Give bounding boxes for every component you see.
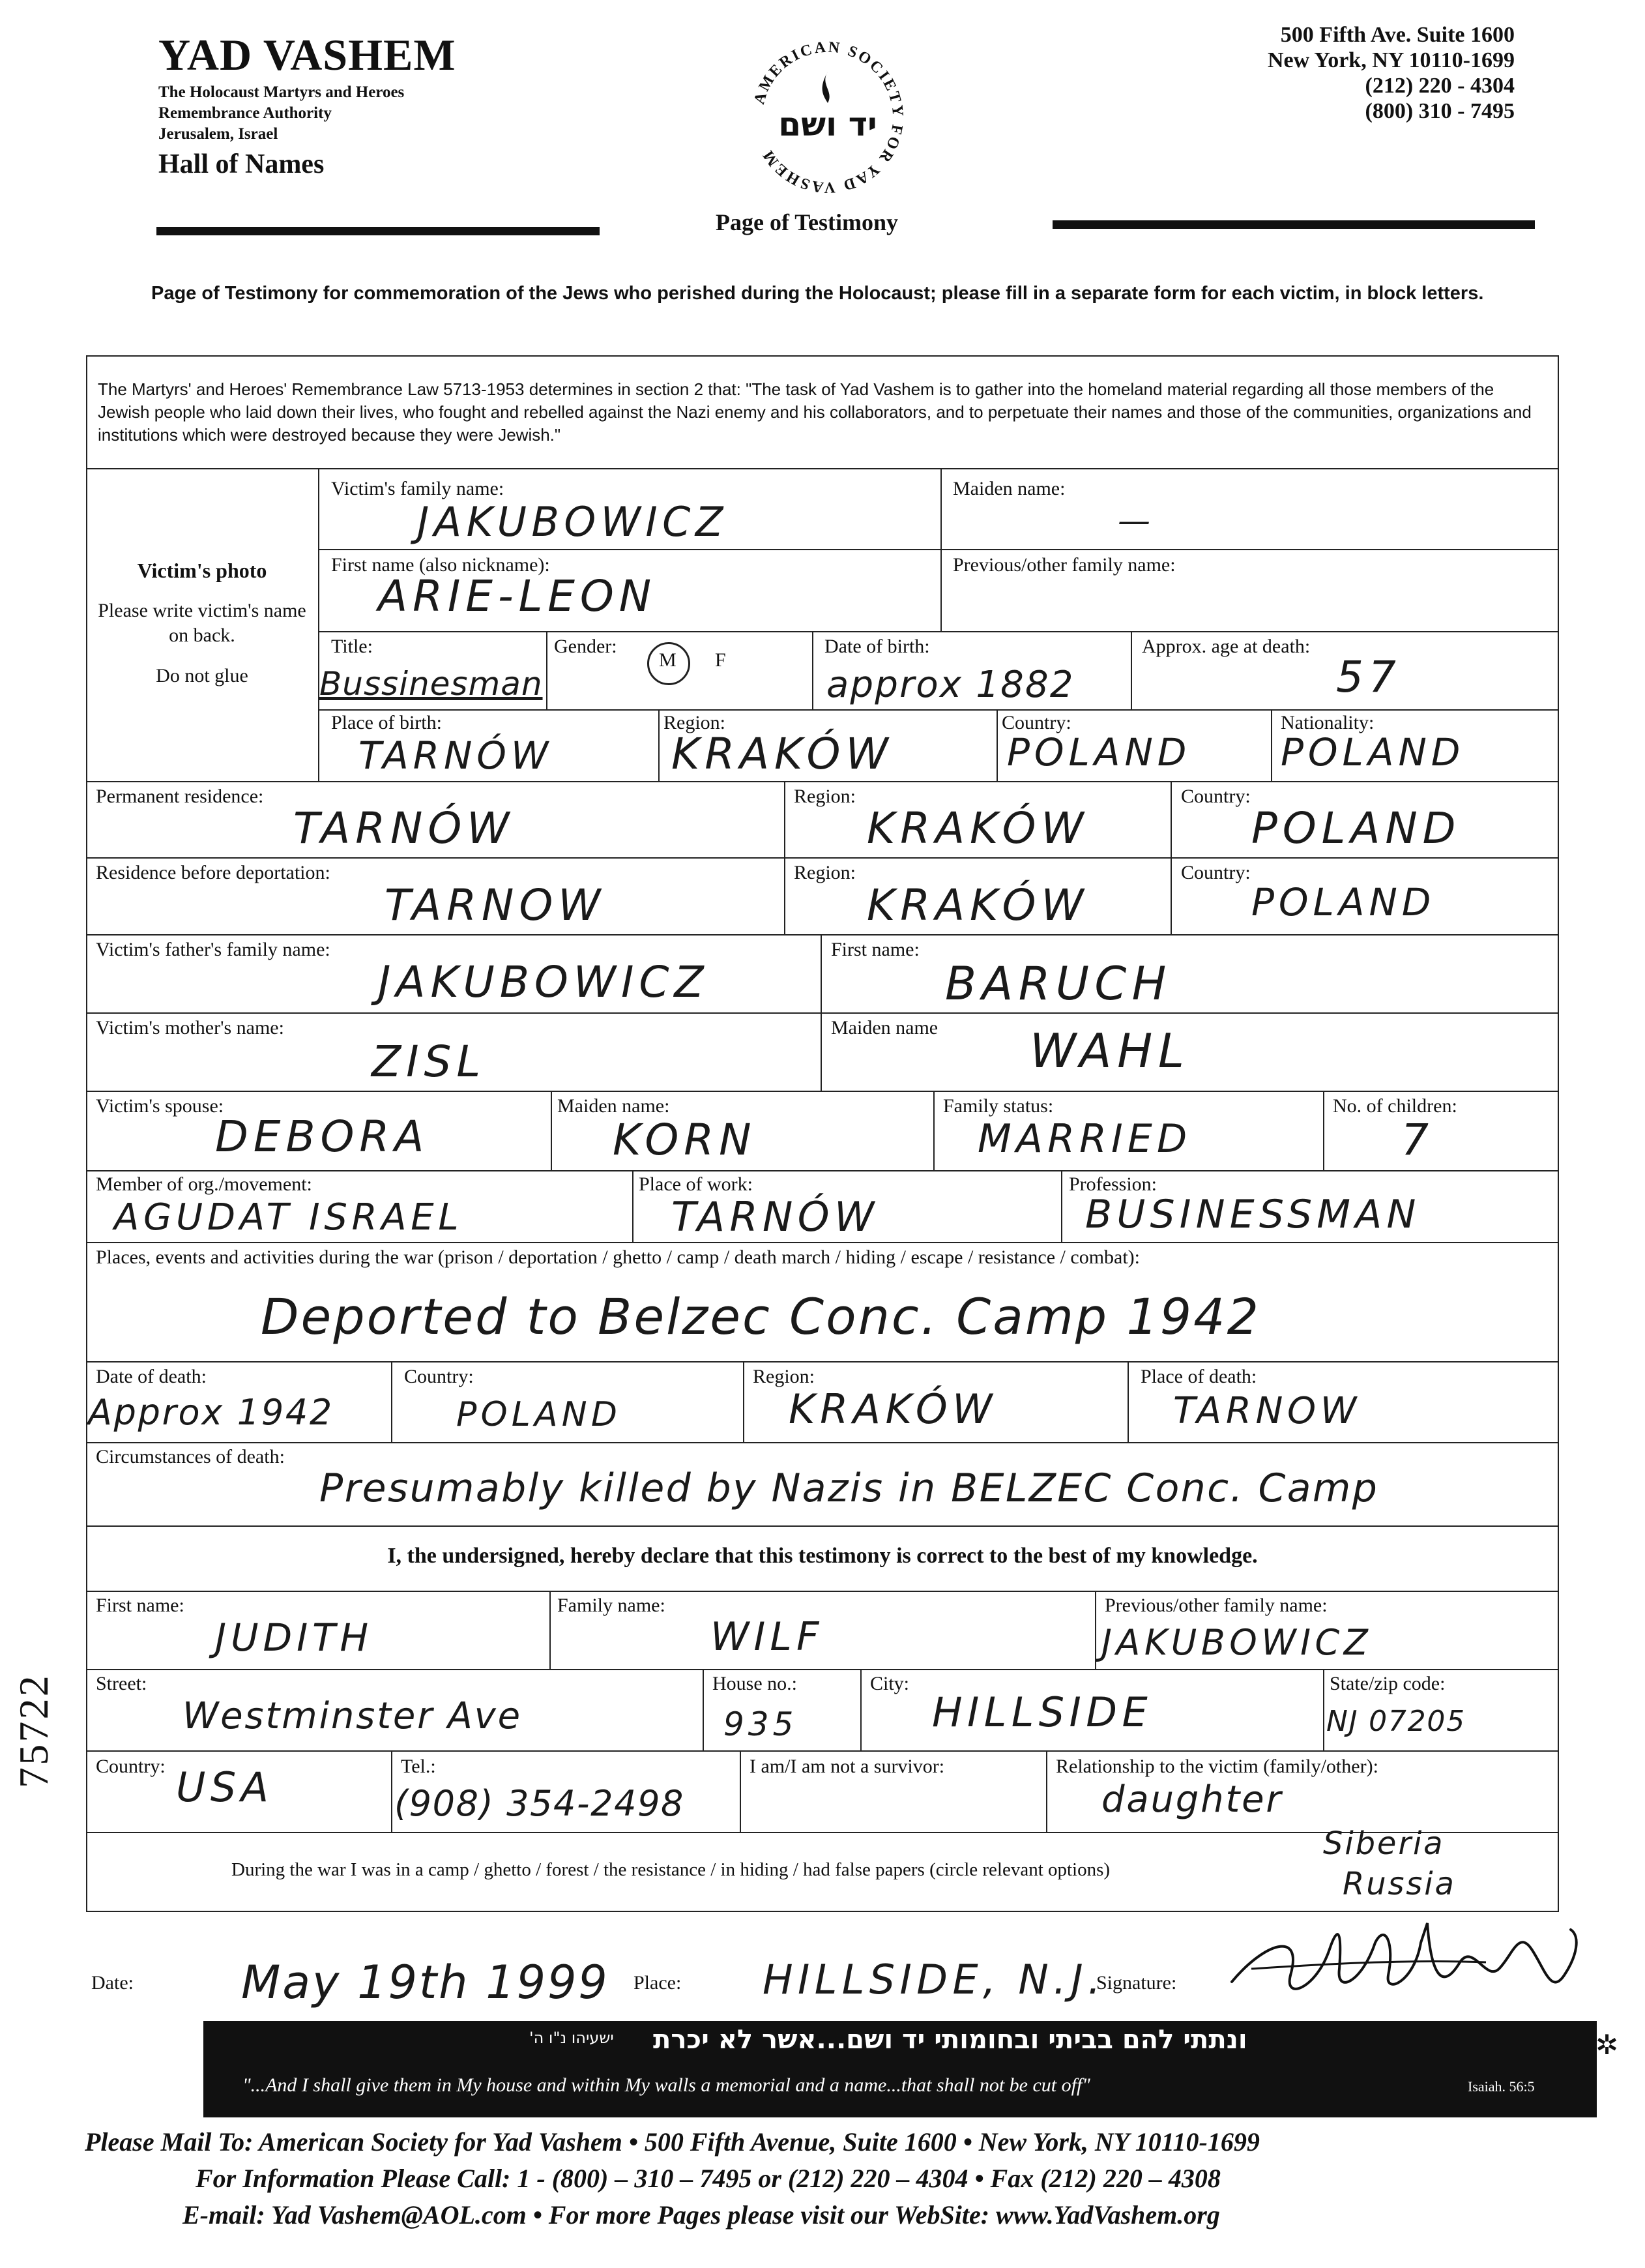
value-place-death: TARNOW	[1173, 1390, 1361, 1432]
rule	[821, 934, 822, 1091]
rule	[318, 549, 1559, 550]
label-res-country: Country:	[1181, 862, 1251, 883]
rule	[86, 1591, 1559, 1592]
label-previous-name: Previous/other family name:	[953, 554, 1176, 576]
rule	[86, 934, 1559, 935]
label-submitter-country: Country:	[96, 1756, 166, 1777]
label-pob: Place of birth:	[331, 712, 442, 733]
rule	[86, 468, 1559, 469]
value-member: AGUDAT ISRAEL	[114, 1196, 463, 1239]
value-age: 57	[1336, 652, 1401, 702]
value-submitter-prev: JAKUBOWICZ	[1101, 1622, 1373, 1663]
label-submitter-prev: Previous/other family name:	[1105, 1595, 1328, 1616]
rule	[632, 1170, 633, 1242]
value-death-country: POLAND	[456, 1395, 622, 1434]
rule	[86, 1242, 1559, 1243]
photo-note: Please write victim's name on back.	[98, 600, 306, 646]
label-title: Title:	[331, 636, 373, 657]
declaration: I, the undersigned, hereby declare that this testimony is correct to the best of my knowledge.	[387, 1544, 1258, 1568]
rule	[86, 1170, 1559, 1171]
banner-source: Isaiah. 56:5	[1468, 2078, 1535, 2095]
rule	[740, 1750, 741, 1832]
header-rule-left	[156, 227, 600, 235]
value-death-region: KRAKÓW	[789, 1385, 997, 1433]
footer-email: E-mail: Yad Vashem@AOL.com • For more Pages please visit our WebSite: www.YadVashem.org	[182, 2200, 1220, 2230]
label-family-status: Family status:	[943, 1095, 1054, 1117]
address-line-3: (212) 220 - 4304	[1365, 74, 1515, 98]
side-number: 75722	[10, 1673, 57, 1788]
rule	[1046, 1750, 1047, 1832]
rule	[1128, 1361, 1129, 1442]
value-pob-region: KRAKÓW	[671, 729, 894, 779]
value-place-work: TARNÓW	[671, 1193, 879, 1241]
label-house: House no.:	[712, 1673, 797, 1694]
label-during-war: During the war I was in a camp / ghetto / forest / the resistance / in hiding / had false papers (circle relevant options)	[231, 1859, 1111, 1880]
rule	[812, 631, 813, 709]
label-place: Place:	[633, 1972, 682, 1994]
banner-english: "...And I shall give them in My house and within My walls a memorial and a name...that shall not be cut off"	[242, 2074, 1090, 2096]
label-date: Date:	[91, 1972, 134, 1994]
label-pob-country: Country:	[1002, 712, 1071, 733]
value-pob: TARNÓW	[358, 733, 553, 778]
org-name: YAD VASHEM	[158, 30, 456, 80]
label-circumstances: Circumstances of death:	[96, 1446, 285, 1467]
label-mother-maiden: Maiden name	[831, 1017, 939, 1038]
rule	[318, 631, 1559, 632]
rule	[391, 1750, 392, 1832]
value-date-death: Approx 1942	[88, 1392, 334, 1433]
hall-of-names: Hall of Names	[158, 149, 325, 179]
rule	[1095, 1591, 1096, 1669]
value-war-place-1: Siberia	[1323, 1825, 1445, 1862]
label-spouse: Victim's spouse:	[96, 1095, 224, 1117]
label-place-work: Place of work:	[639, 1173, 753, 1195]
rule	[933, 1091, 935, 1170]
value-res-region: KRAKÓW	[867, 880, 1089, 930]
value-father-first: BARUCH	[945, 957, 1172, 1010]
rule	[86, 1091, 1559, 1092]
address-line-4: (800) 310 - 7495	[1365, 99, 1515, 123]
rule	[549, 1591, 551, 1669]
label-tel: Tel.:	[401, 1756, 436, 1777]
label-first-name: First name (also nickname):	[331, 554, 550, 576]
rule	[86, 1442, 1559, 1443]
rule	[1061, 1170, 1062, 1242]
rule	[784, 781, 785, 934]
label-father-family: Victim's father's family name:	[96, 939, 330, 960]
rule	[318, 709, 1559, 711]
value-submitter-first: JUDITH	[215, 1615, 373, 1660]
value-profession: BUSINESSMAN	[1085, 1192, 1421, 1237]
label-mother-name: Victim's mother's name:	[96, 1017, 284, 1038]
rule	[551, 1091, 552, 1170]
label-death-country: Country:	[404, 1366, 474, 1387]
label-family-name: Victim's family name:	[331, 478, 504, 499]
label-places-events: Places, events and activities during the war (prison / deportation / ghetto / camp / death march / hiding / escape / resistance / combat):	[96, 1246, 1141, 1268]
value-perm-region: KRAKÓW	[867, 803, 1089, 853]
label-survivor: I am/I am not a survivor:	[750, 1756, 945, 1777]
value-maiden-name: —	[1118, 502, 1154, 540]
value-title: Bussinesman	[319, 665, 543, 703]
rule	[860, 1669, 862, 1750]
value-family-name: JAKUBOWICZ	[417, 498, 728, 546]
footer-mail: Please Mail To: American Society for Yad Vashem • 500 Fifth Avenue, Suite 1600 • New York, NY 10110-1699	[85, 2127, 1260, 2157]
rule	[86, 1012, 1559, 1014]
rule	[546, 631, 547, 709]
value-house: 935	[723, 1705, 798, 1743]
label-member: Member of org./movement:	[96, 1173, 312, 1195]
label-gender-f: F	[715, 649, 726, 671]
rule	[86, 1669, 1559, 1670]
value-relationship: daughter	[1101, 1778, 1283, 1821]
signature	[1225, 1904, 1590, 2014]
value-date: May 19th 1999	[241, 1956, 609, 2009]
quote-banner	[203, 2021, 1597, 2117]
rule	[1323, 1669, 1324, 1750]
label-children: No. of children:	[1333, 1095, 1457, 1117]
label-spouse-maiden: Maiden name:	[557, 1095, 670, 1117]
label-age: Approx. age at death:	[1142, 636, 1311, 657]
value-places-events: Deported to Belzec Conc. Camp 1942	[261, 1288, 1260, 1346]
banner-hebrew-source: ישעיהו נ"ו ה'	[529, 2029, 614, 2047]
label-gender: Gender:	[554, 636, 617, 657]
label-nationality: Nationality:	[1281, 712, 1375, 733]
rule	[743, 1361, 744, 1442]
value-state: NJ 07205	[1326, 1705, 1466, 1738]
photo-divider	[318, 468, 319, 781]
rule	[1131, 631, 1132, 709]
rule	[703, 1669, 704, 1750]
signature-scribble	[1225, 1904, 1590, 2014]
value-mother-maiden: WAHL	[1030, 1024, 1190, 1078]
label-signature: Signature:	[1096, 1972, 1177, 1994]
label-res-before: Residence before deportation:	[96, 862, 330, 883]
value-perm-country: POLAND	[1251, 803, 1461, 853]
label-dob: Date of birth:	[824, 636, 930, 657]
label-profession: Profession:	[1069, 1173, 1157, 1195]
label-submitter-family: Family name:	[557, 1595, 665, 1616]
value-submitter-country: USA	[176, 1763, 274, 1811]
label-perm-res: Permanent residence:	[96, 786, 264, 807]
value-nationality: POLAND	[1281, 730, 1465, 774]
label-gender-m: M	[659, 649, 677, 671]
value-perm-res: TARNÓW	[293, 803, 515, 853]
label-pob-region: Region:	[663, 712, 725, 733]
rule	[86, 1361, 1559, 1362]
rule	[1323, 1091, 1324, 1170]
rule	[86, 781, 1559, 782]
form-title: Page of Testimony	[716, 209, 899, 235]
org-subtitle-1: The Holocaust Martyrs and Heroes	[158, 83, 405, 101]
label-res-region: Region:	[794, 862, 856, 883]
label-perm-country: Country:	[1181, 786, 1251, 807]
label-relationship: Relationship to the victim (family/other):	[1056, 1756, 1378, 1777]
rule	[86, 1750, 1559, 1752]
value-war-place-2: Russia	[1343, 1866, 1456, 1902]
rule	[86, 857, 1559, 859]
value-spouse: DEBORA	[215, 1112, 429, 1162]
rule	[1271, 709, 1272, 781]
value-place: HILLSIDE, N.J.	[763, 1956, 1106, 2003]
label-state: State/zip code:	[1330, 1673, 1446, 1694]
value-mother-name: ZISL	[371, 1037, 486, 1087]
label-death-region: Region:	[753, 1366, 815, 1387]
org-subtitle-2: Remembrance Authority	[158, 104, 332, 122]
address-line-1: 500 Fifth Ave. Suite 1600	[1280, 23, 1515, 47]
header-rule-right	[1053, 220, 1535, 229]
seal-text: AMERICAN SOCIETY FOR YAD VASHEM	[751, 38, 907, 196]
rule	[997, 709, 998, 781]
address-line-2: New York, NY 10110-1699	[1267, 48, 1515, 72]
rule	[391, 1361, 392, 1442]
value-father-family: JAKUBOWICZ	[378, 957, 709, 1007]
label-father-first: First name:	[831, 939, 920, 960]
value-res-before: TARNOW	[385, 880, 606, 930]
rule	[940, 468, 942, 631]
value-family-status: MARRIED	[978, 1116, 1192, 1162]
rule	[86, 1525, 1559, 1527]
value-submitter-family: WILF	[710, 1614, 824, 1660]
value-tel: (908) 354-2498	[394, 1783, 685, 1824]
label-submitter-first: First name:	[96, 1595, 184, 1616]
rule	[1171, 781, 1172, 934]
value-children: 7	[1401, 1115, 1434, 1165]
banner-hebrew: ונתתי להם בביתי ובחומותי יד ושם...אשר לא יכרת	[653, 2025, 1247, 2055]
seal-graphic	[736, 26, 919, 209]
value-dob: approx 1882	[826, 664, 1075, 706]
value-pob-country: POLAND	[1007, 730, 1191, 774]
society-seal	[736, 26, 919, 209]
label-place-death: Place of death:	[1141, 1366, 1257, 1387]
value-circumstances: Presumably killed by Nazis in BELZEC Conc. Camp	[319, 1465, 1379, 1511]
label-perm-region: Region:	[794, 786, 856, 807]
value-res-country: POLAND	[1251, 880, 1436, 924]
intro-text: Page of Testimony for commemoration of the Jews who perished during the Holocaust; please fill in a separate form for each victim, in block letters.	[151, 283, 1484, 304]
label-maiden-name: Maiden name:	[953, 478, 1066, 499]
value-street: Westminster Ave	[182, 1695, 522, 1737]
photo-title: Victim's photo	[137, 559, 267, 582]
seal-hebrew: יד ושם	[778, 106, 877, 143]
law-text: The Martyrs' and Heroes' Remembrance Law 5713-1953 determines in section 2 that: "The task of Yad Vashem is to gather into the homeland material regarding all those members of the Jewish people who laid down their lives, who fought and rebelled against the Nazi enemy and his collaborators, and to perpetuate their names and those of the communities, organizations and institutions which were destroyed because they were Jewish."	[98, 379, 1532, 445]
label-street: Street:	[96, 1673, 147, 1694]
stamp-mark: ✲	[1595, 2029, 1619, 2061]
photo-glue-note: Do not glue	[156, 665, 248, 686]
label-city: City:	[870, 1673, 910, 1694]
value-city: HILLSIDE	[932, 1688, 1153, 1736]
value-spouse-maiden: KORN	[613, 1115, 757, 1165]
org-subtitle-3: Jerusalem, Israel	[158, 125, 278, 143]
value-first-name: ARIE-LEON	[378, 571, 657, 621]
footer-phone: For Information Please Call: 1 - (800) – 310 – 7495 or (212) 220 – 4304 • Fax (212) 220 – 4308	[196, 2164, 1221, 2193]
rule	[658, 709, 660, 781]
label-date-death: Date of death:	[96, 1366, 207, 1387]
